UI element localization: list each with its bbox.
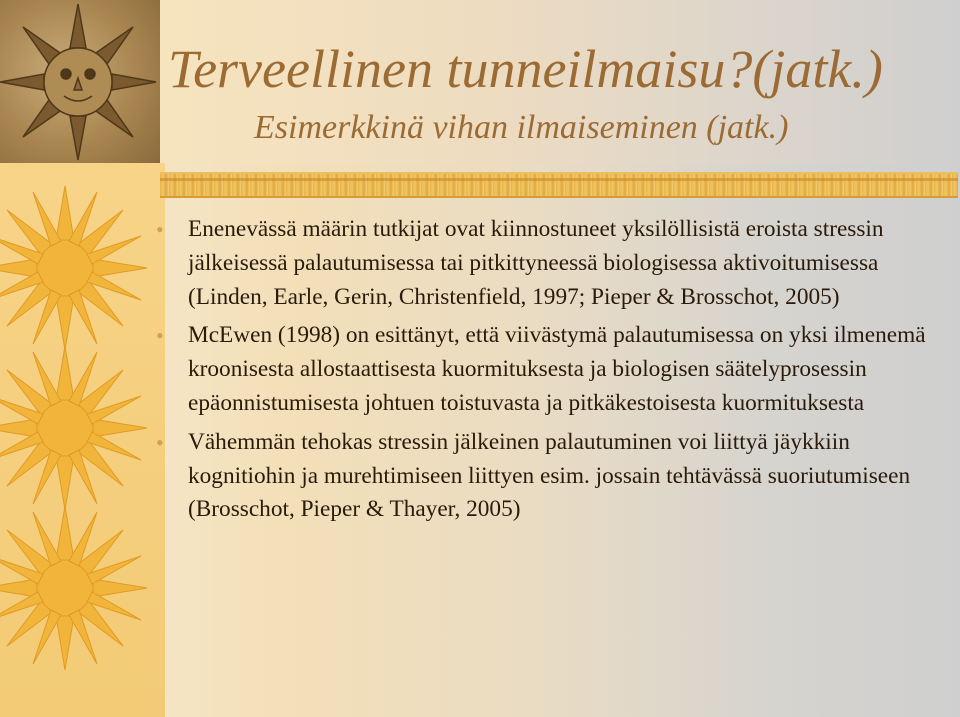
left-decor-strip (0, 163, 165, 717)
bullet-item: • Vähemmän tehokas stressin jälkeinen palautuminen voi liittyä jäykkiin kognitiohin ja murehtimiseen liittyen esim. jossain tehtävässä suoriutumiseen (Brosschot, Pieper & Thayer, 2005) (188, 426, 948, 527)
sun-icon (0, 503, 150, 673)
sun-face-icon (0, 0, 160, 163)
bullet-list (188, 213, 948, 532)
corner-image (0, 0, 160, 163)
bullet-item: • Enenevässä määrin tutkijat ovat kiinnostuneet yksilöllisistä eroista stressin jälkeisessä palautumisessa tai pitkittyneessä biologisessa aktivoitumisessa (Linden, Earle, Gerin, Christenfield, 1997; Pieper & Brosschot, 2005) (188, 213, 948, 314)
title-divider-line (160, 178, 958, 181)
sun-icon (0, 183, 150, 353)
slide-title: Terveellinen tunneilmaisu?(jatk.) (168, 39, 883, 99)
bullet-item: • McEwen (1998) on esittänyt, että viivästymä palautumisessa on yksi ilmenemä kroonisesta allostaattisesta kuormituksesta ja biologisen säätelyprosessin epäonnistumisesta johtuen toistuvasta ja pitkäkestoisesta kuormituksesta (188, 319, 948, 420)
sun-icon (0, 343, 150, 513)
slide-subtitle: Esimerkkinä vihan ilmaiseminen (jatk.) (254, 109, 789, 146)
title-divider (160, 172, 958, 198)
